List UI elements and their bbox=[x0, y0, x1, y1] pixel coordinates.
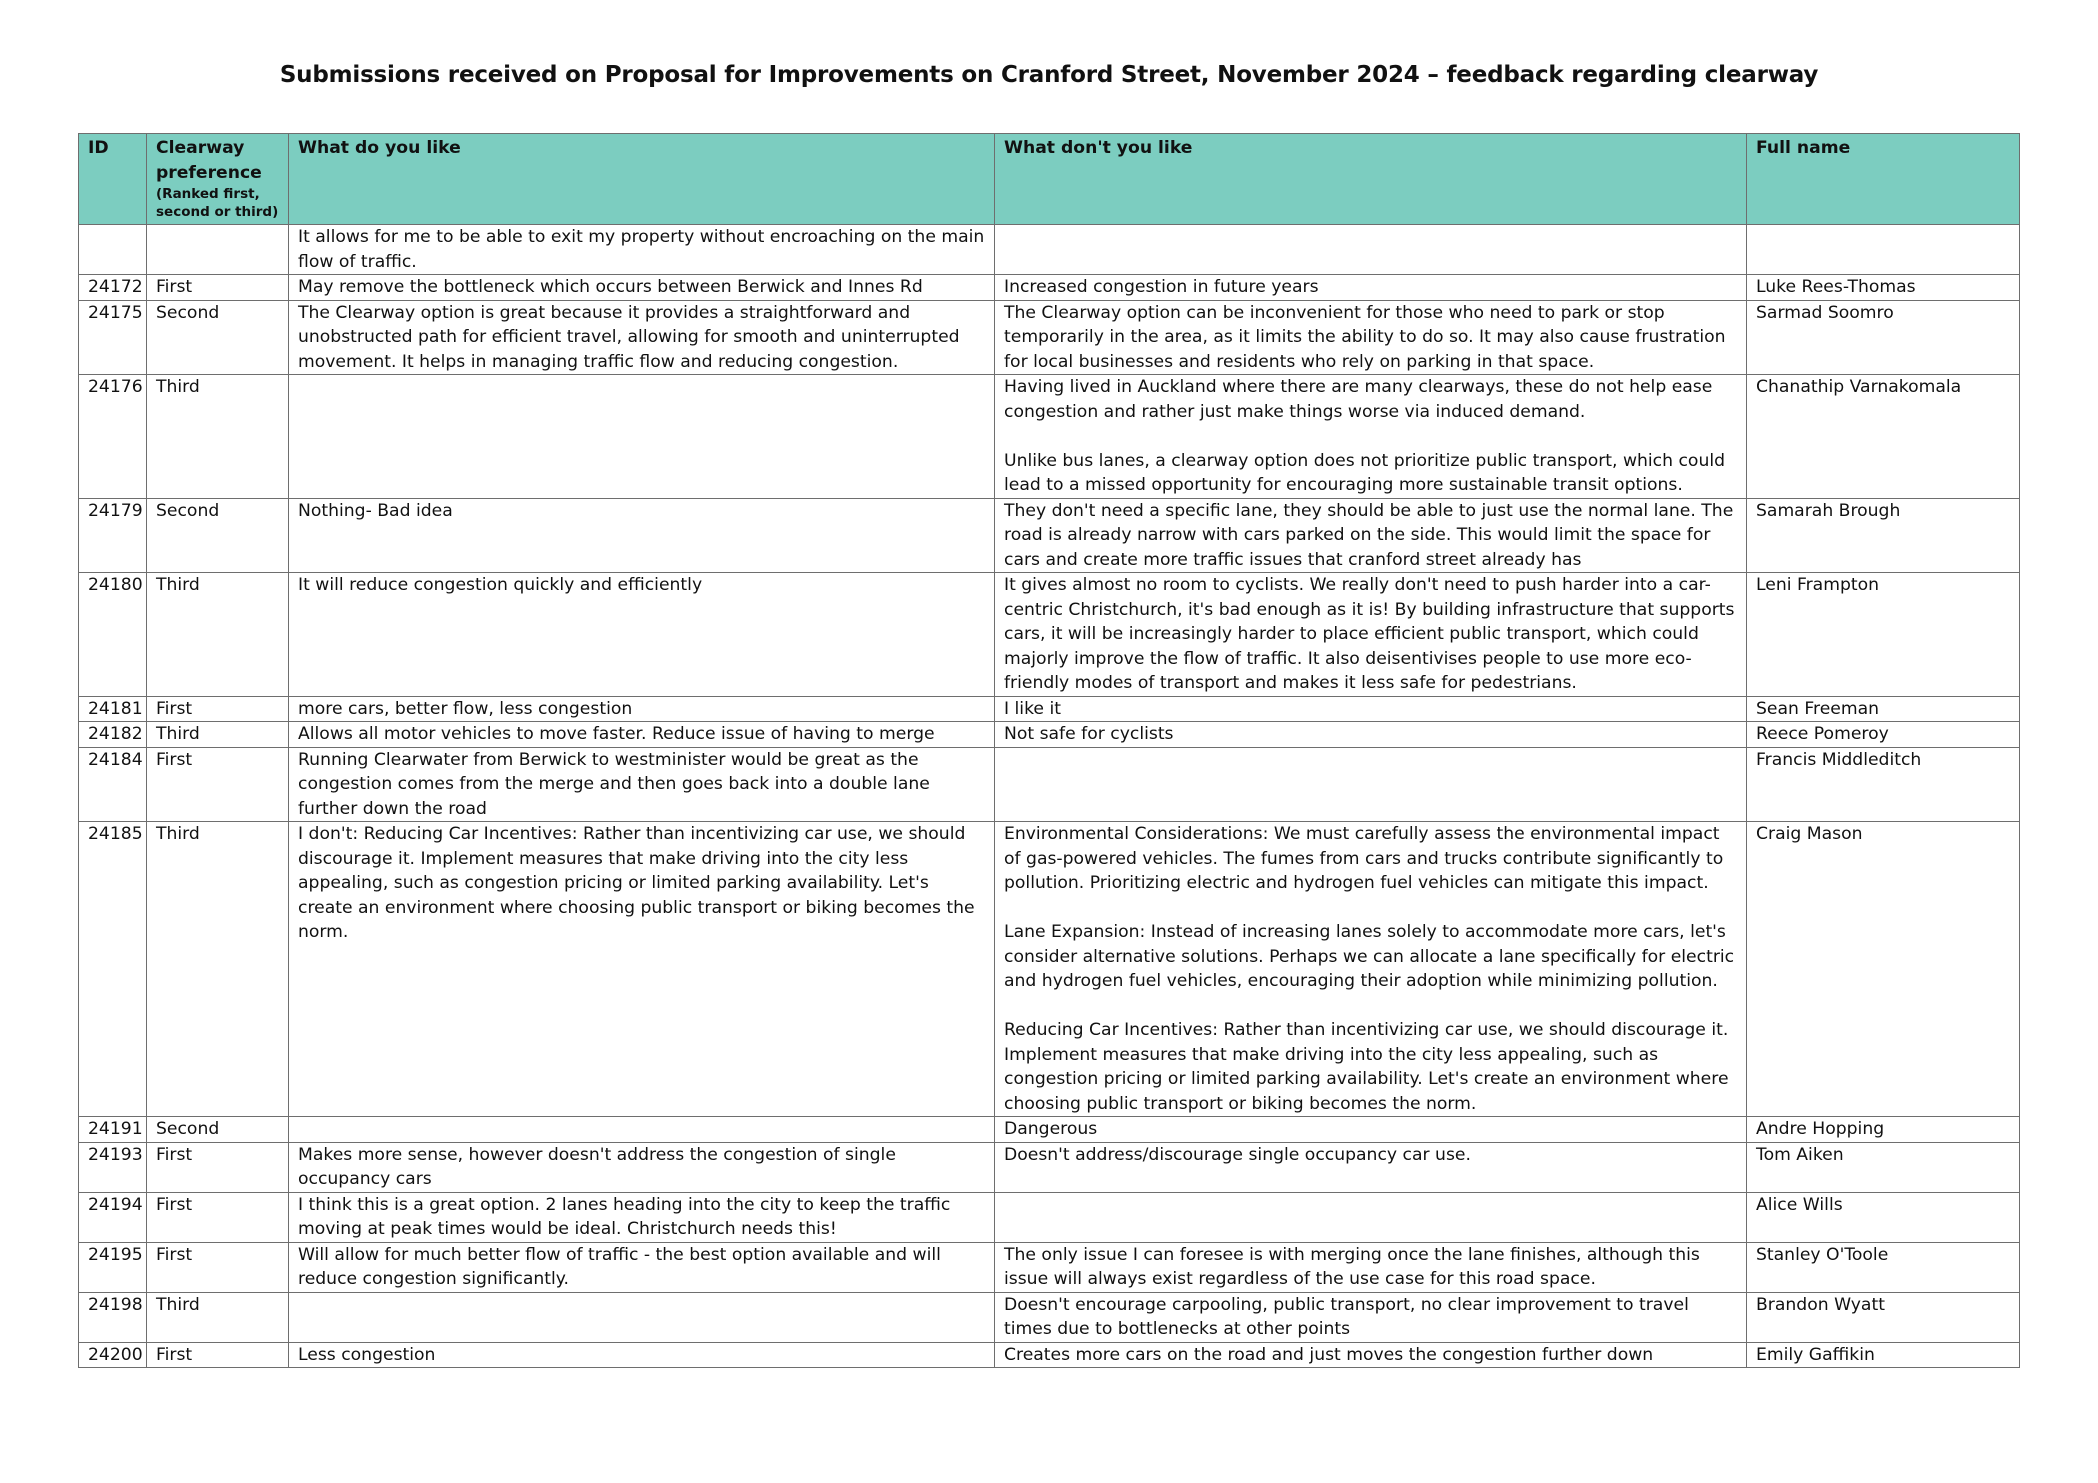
submissions-table bbox=[78, 133, 2020, 1368]
cell-dislike bbox=[995, 747, 1747, 822]
cell-preference: Third bbox=[147, 722, 289, 748]
table-row bbox=[79, 498, 2020, 573]
table-row bbox=[79, 822, 2020, 1117]
cell-name: Leni Frampton bbox=[1747, 573, 2020, 697]
table-row bbox=[79, 1242, 2020, 1292]
table-row bbox=[79, 1192, 2020, 1242]
cell-like: May remove the bottleneck which occurs between Berwick and Innes Rd bbox=[289, 275, 995, 301]
cell-id: 24179 bbox=[79, 498, 147, 573]
page-title: Submissions received on Proposal for Improvements on Cranford Street, November 2024 – feedback regarding clearway bbox=[279, 62, 1819, 88]
cell-preference: First bbox=[147, 275, 289, 301]
table-row bbox=[79, 1342, 2020, 1368]
table-row bbox=[79, 747, 2020, 822]
cell-like: Will allow for much better flow of traffic - the best option available and will reduce congestion significantly. bbox=[289, 1242, 995, 1292]
cell-id: 24193 bbox=[79, 1142, 147, 1192]
cell-name: Alice Wills bbox=[1747, 1192, 2020, 1242]
cell-like: Nothing- Bad idea bbox=[289, 498, 995, 573]
cell-dislike: It gives almost no room to cyclists. We really don't need to push harder into a car-centric Christchurch, it's bad enough as it is! By building infrastructure that supports cars, it will be increasingly harder to place efficient public transport, which could majorly improve the flow of traffic. It also deisentivises people to use more eco-friendly modes of transport and makes it less safe for pedestrians. bbox=[995, 573, 1747, 697]
cell-preference: First bbox=[147, 696, 289, 722]
cell-preference: Third bbox=[147, 375, 289, 499]
cell-like: It will reduce congestion quickly and efficiently bbox=[289, 573, 995, 697]
cell-name: Sean Freeman bbox=[1747, 696, 2020, 722]
cell-preference: Second bbox=[147, 498, 289, 573]
cell-preference: Third bbox=[147, 822, 289, 1117]
header-id: ID bbox=[79, 134, 147, 225]
cell-dislike: Having lived in Auckland where there are many clearways, these do not help ease congestion and rather just make things worse via induced demand. Unlike bus lanes, a clearway option does not prioritize public transport, which could lead to a missed opportunity for encouraging more sustainable transit options. bbox=[995, 375, 1747, 499]
table-row bbox=[79, 1142, 2020, 1192]
table-row bbox=[79, 275, 2020, 301]
cell-like bbox=[289, 1292, 995, 1342]
cell-like: The Clearway option is great because it provides a straightforward and unobstructed path for efficient travel, allowing for smooth and uninterrupted movement. It helps in managing traffic flow and reducing congestion. bbox=[289, 300, 995, 375]
cell-id: 24172 bbox=[79, 275, 147, 301]
cell-preference: First bbox=[147, 747, 289, 822]
cell-preference: Second bbox=[147, 1117, 289, 1143]
cell-id: 24184 bbox=[79, 747, 147, 822]
cell-id: 24176 bbox=[79, 375, 147, 499]
cell-name: Stanley O'Toole bbox=[1747, 1242, 2020, 1292]
header-preference-label: Clearway preference bbox=[156, 138, 262, 183]
table-row bbox=[79, 300, 2020, 375]
cell-name: Sarmad Soomro bbox=[1747, 300, 2020, 375]
header-preference-note: (Ranked first, second or third) bbox=[156, 186, 279, 220]
cell-dislike: The Clearway option can be inconvenient for those who need to park or stop temporarily in the area, as it limits the ability to do so. It may also cause frustration for local businesses and residents who rely on parking in that space. bbox=[995, 300, 1747, 375]
cell-like bbox=[289, 1117, 995, 1143]
cell-dislike: I like it bbox=[995, 696, 1747, 722]
cell-id: 24194 bbox=[79, 1192, 147, 1242]
cell-id: 24181 bbox=[79, 696, 147, 722]
cell-like: Allows all motor vehicles to move faster. Reduce issue of having to merge bbox=[289, 722, 995, 748]
cell-like: I think this is a great option. 2 lanes heading into the city to keep the traffic moving at peak times would be ideal. Christchurch needs this! bbox=[289, 1192, 995, 1242]
table-body bbox=[79, 225, 2020, 1368]
cell-dislike: Increased congestion in future years bbox=[995, 275, 1747, 301]
cell-dislike: Dangerous bbox=[995, 1117, 1747, 1143]
header-full-name: Full name bbox=[1747, 134, 2020, 225]
cell-dislike: They don't need a specific lane, they should be able to just use the normal lane. The road is already narrow with cars parked on the side. This would limit the space for cars and create more traffic issues that cranford street already has bbox=[995, 498, 1747, 573]
cell-name bbox=[1747, 225, 2020, 275]
cell-id: 24175 bbox=[79, 300, 147, 375]
cell-name: Chanathip Varnakomala bbox=[1747, 375, 2020, 499]
cell-id: 24180 bbox=[79, 573, 147, 697]
table-row bbox=[79, 573, 2020, 697]
cell-id: 24182 bbox=[79, 722, 147, 748]
cell-name: Emily Gaffikin bbox=[1747, 1342, 2020, 1368]
cell-id: 24200 bbox=[79, 1342, 147, 1368]
cell-id: 24195 bbox=[79, 1242, 147, 1292]
cell-dislike bbox=[995, 225, 1747, 275]
cell-dislike: Doesn't encourage carpooling, public transport, no clear improvement to travel times due to bottlenecks at other points bbox=[995, 1292, 1747, 1342]
cell-dislike: Environmental Considerations: We must carefully assess the environmental impact of gas-powered vehicles. The fumes from cars and trucks contribute significantly to pollution. Prioritizing electric and hydrogen fuel vehicles can mitigate this impact. Lane Expansion: Instead of increasing lanes solely to accommodate more cars, let's consider alternative solutions. Perhaps we can allocate a lane specifically for electric and hydrogen fuel vehicles, encouraging their adoption while minimizing pollution. Reducing Car Incentives: Rather than incentivizing car use, we should discourage it. Implement measures that make driving into the city less appealing, such as congestion pricing or limited parking availability. Let's create an environment where choosing public transport or biking becomes the norm. bbox=[995, 822, 1747, 1117]
header-what-do-you-like: What do you like bbox=[289, 134, 995, 225]
cell-dislike: The only issue I can foresee is with merging once the lane finishes, although this issue will always exist regardless of the use case for this road space. bbox=[995, 1242, 1747, 1292]
cell-dislike: Not safe for cyclists bbox=[995, 722, 1747, 748]
cell-preference: First bbox=[147, 1192, 289, 1242]
cell-like: more cars, better flow, less congestion bbox=[289, 696, 995, 722]
cell-preference: Third bbox=[147, 1292, 289, 1342]
cell-preference: Second bbox=[147, 300, 289, 375]
header-clearway-preference bbox=[147, 134, 289, 225]
table-row bbox=[79, 375, 2020, 499]
cell-like: Makes more sense, however doesn't address the congestion of single occupancy cars bbox=[289, 1142, 995, 1192]
cell-like: Less congestion bbox=[289, 1342, 995, 1368]
table-row bbox=[79, 722, 2020, 748]
table-row bbox=[79, 1117, 2020, 1143]
cell-dislike bbox=[995, 1192, 1747, 1242]
cell-preference: First bbox=[147, 1142, 289, 1192]
table-row bbox=[79, 1292, 2020, 1342]
cell-preference bbox=[147, 225, 289, 275]
cell-preference: First bbox=[147, 1242, 289, 1292]
cell-name: Francis Middleditch bbox=[1747, 747, 2020, 822]
cell-dislike: Doesn't address/discourage single occupancy car use. bbox=[995, 1142, 1747, 1192]
cell-dislike: Creates more cars on the road and just moves the congestion further down bbox=[995, 1342, 1747, 1368]
table-row bbox=[79, 696, 2020, 722]
cell-preference: First bbox=[147, 1342, 289, 1368]
cell-preference: Third bbox=[147, 573, 289, 697]
cell-like: Running Clearwater from Berwick to westminister would be great as the congestion comes from the merge and then goes back into a double lane further down the road bbox=[289, 747, 995, 822]
cell-id bbox=[79, 225, 147, 275]
cell-name: Luke Rees-Thomas bbox=[1747, 275, 2020, 301]
cell-name: Craig Mason bbox=[1747, 822, 2020, 1117]
cell-name: Samarah Brough bbox=[1747, 498, 2020, 573]
cell-name: Reece Pomeroy bbox=[1747, 722, 2020, 748]
cell-like: I don't: Reducing Car Incentives: Rather than incentivizing car use, we should discourage it. Implement measures that make driving into the city less appealing, such as congestion pricing or limited parking availability. Let's create an environment where choosing public transport or biking becomes the norm. bbox=[289, 822, 995, 1117]
header-what-dont-you-like: What don't you like bbox=[995, 134, 1747, 225]
cell-id: 24185 bbox=[79, 822, 147, 1117]
cell-like: It allows for me to be able to exit my property without encroaching on the main flow of traffic. bbox=[289, 225, 995, 275]
cell-id: 24198 bbox=[79, 1292, 147, 1342]
table-row bbox=[79, 225, 2020, 275]
cell-name: Brandon Wyatt bbox=[1747, 1292, 2020, 1342]
cell-name: Tom Aiken bbox=[1747, 1142, 2020, 1192]
header-row bbox=[79, 134, 2020, 225]
cell-like bbox=[289, 375, 995, 499]
cell-id: 24191 bbox=[79, 1117, 147, 1143]
cell-name: Andre Hopping bbox=[1747, 1117, 2020, 1143]
